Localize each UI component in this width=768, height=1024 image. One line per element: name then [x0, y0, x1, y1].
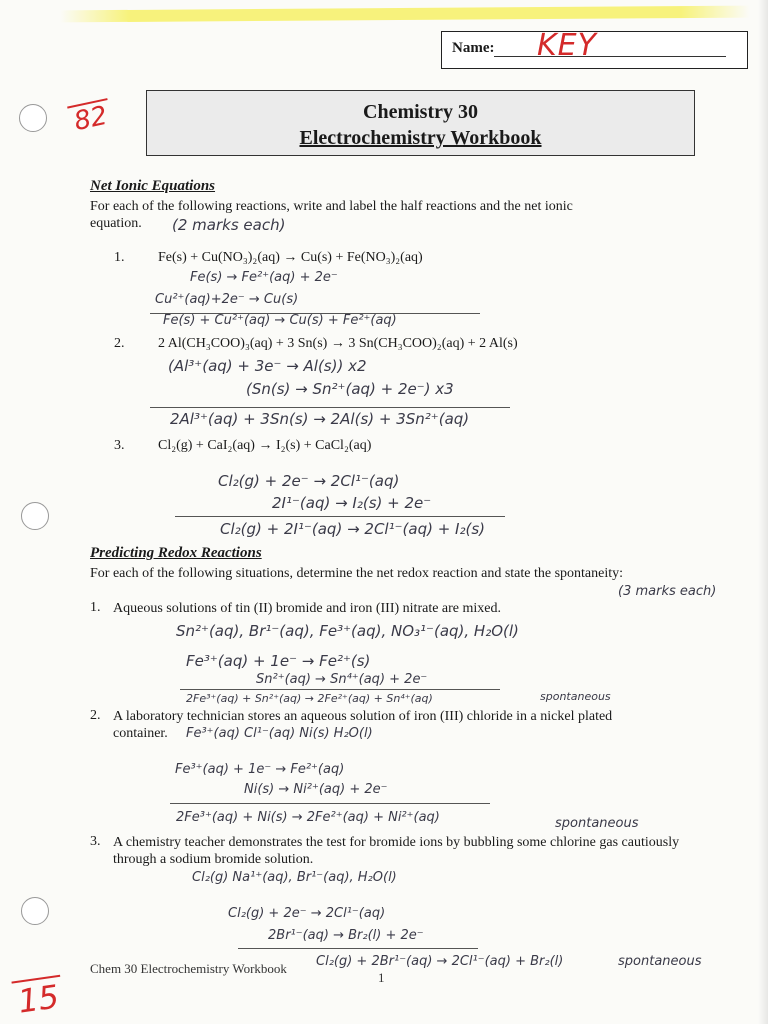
title-line-1: Chemistry 30: [363, 101, 478, 123]
section-heading-redox: Predicting Redox Reactions: [90, 545, 262, 561]
net-redox-equation: 2Fe³⁺(aq) + Sn²⁺(aq) → 2Fe²⁺(aq) + Sn⁴⁺(aq): [186, 692, 433, 705]
section2-instruction: For each of the following situations, determine the net redox reaction and state the spontaneity:: [90, 566, 624, 581]
name-value: KEY: [537, 28, 597, 63]
item-number: 1.: [90, 600, 101, 615]
situation-text: A chemistry teacher demonstrates the test for bromide ions by bubbling some chlorine gas cautiously through a sodium bromide solution.: [113, 835, 680, 867]
divider-line: [170, 803, 490, 804]
binder-hole: [21, 897, 49, 925]
species-list: Cl₂(g) Na¹⁺(aq), Br¹⁻(aq), H₂O(l): [192, 870, 397, 885]
divider-line: [238, 948, 478, 949]
net-ionic-equation: 2Al³⁺(aq) + 3Sn(s) → 2Al(s) + 3Sn²⁺(aq): [170, 410, 470, 428]
net-ionic-equation: Fe(s) + Cu²⁺(aq) → Cu(s) + Fe²⁺(aq): [163, 313, 397, 328]
name-line: [494, 56, 726, 57]
item-number: 3.: [114, 438, 125, 453]
half-reaction: Ni(s) → Ni²⁺(aq) + 2e⁻: [244, 782, 388, 797]
divider-line: [175, 516, 505, 517]
reaction-equation: Fe(s) + Cu(NO₃)₂(aq) → Cu(s) + Fe(NO₃)₂(aq): [158, 250, 423, 265]
half-reaction: Cl₂(g) + 2e⁻ → 2Cl¹⁻(aq): [228, 906, 386, 921]
section1-marks-note: (2 marks each): [172, 216, 286, 234]
item-number: 2.: [114, 336, 125, 351]
spontaneity-result: spontaneous: [540, 690, 611, 703]
page-number: 1: [378, 970, 385, 985]
section-heading-net-ionic: Net Ionic Equations: [90, 178, 216, 194]
section2-marks-note: (3 marks each): [618, 584, 717, 599]
half-reaction: Fe³⁺(aq) + 1e⁻ → Fe²⁺(aq): [175, 762, 345, 777]
spontaneity-result: spontaneous: [555, 816, 639, 831]
page-edge-shadow: [758, 0, 768, 1024]
net-redox-equation: 2Fe³⁺(aq) + Ni(s) → 2Fe²⁺(aq) + Ni²⁺(aq): [176, 810, 440, 825]
name-label: Name:: [452, 40, 495, 56]
item-number: 3.: [90, 834, 101, 849]
half-reaction: Cl₂(g) + 2e⁻ → 2Cl¹⁻(aq): [218, 472, 400, 490]
species-list: Fe³⁺(aq) Cl¹⁻(aq) Ni(s) H₂O(l): [186, 726, 373, 741]
half-reaction: 2Br¹⁻(aq) → Br₂(l) + 2e⁻: [268, 928, 424, 943]
score-page: 15: [11, 975, 65, 1021]
divider-line: [150, 407, 510, 408]
half-reaction: Cu²⁺(aq)+2e⁻ → Cu(s): [155, 292, 299, 307]
half-reaction: Fe(s) → Fe²⁺(aq) + 2e⁻: [190, 270, 338, 285]
species-list: Sn²⁺(aq), Br¹⁻(aq), Fe³⁺(aq), NO₃¹⁻(aq), H₂O(l): [176, 622, 519, 640]
half-reaction: (Al³⁺(aq) + 3e⁻ → Al(s)) x2: [168, 357, 367, 375]
situation-text: A laboratory technician stores an aqueous solution of iron (III) chloride in a nickel plated container.: [113, 709, 613, 741]
score-total: 82: [67, 98, 114, 138]
title-line-2: Electrochemistry Workbook: [299, 127, 542, 149]
item-number: 2.: [90, 708, 101, 723]
name-box: [441, 28, 748, 69]
half-reaction: 2I¹⁻(aq) → I₂(s) + 2e⁻: [272, 494, 432, 512]
highlighter-stripe: [60, 6, 750, 23]
title-box: [146, 90, 695, 156]
half-reaction: Sn²⁺(aq) → Sn⁴⁺(aq) + 2e⁻: [256, 672, 428, 687]
net-redox-equation: Cl₂(g) + 2Br¹⁻(aq) → 2Cl¹⁻(aq) + Br₂(l): [316, 954, 564, 969]
binder-hole: [21, 502, 49, 530]
half-reaction: Fe³⁺(aq) + 1e⁻ → Fe²⁺(s): [186, 652, 371, 670]
divider-line: [180, 689, 500, 690]
section1-instruction: For each of the following reactions, write and label the half reactions and the net ionic equation.: [90, 199, 573, 231]
binder-hole: [19, 104, 47, 132]
half-reaction: (Sn(s) → Sn²⁺(aq) + 2e⁻) x3: [246, 380, 454, 398]
footer-text: Chem 30 Electrochemistry Workbook: [90, 961, 287, 976]
item-number: 1.: [114, 250, 125, 265]
spontaneity-result: spontaneous: [618, 954, 702, 969]
reaction-equation: Cl₂(g) + CaI₂(aq) → I₂(s) + CaCl₂(aq): [158, 438, 372, 453]
situation-text: Aqueous solutions of tin (II) bromide and iron (III) nitrate are mixed.: [113, 601, 502, 616]
net-ionic-equation: Cl₂(g) + 2I¹⁻(aq) → 2Cl¹⁻(aq) + I₂(s): [220, 520, 485, 538]
reaction-equation: 2 Al(CH₃COO)₃(aq) + 3 Sn(s) → 3 Sn(CH₃COO)₂(aq) + 2 Al(s): [158, 336, 518, 351]
